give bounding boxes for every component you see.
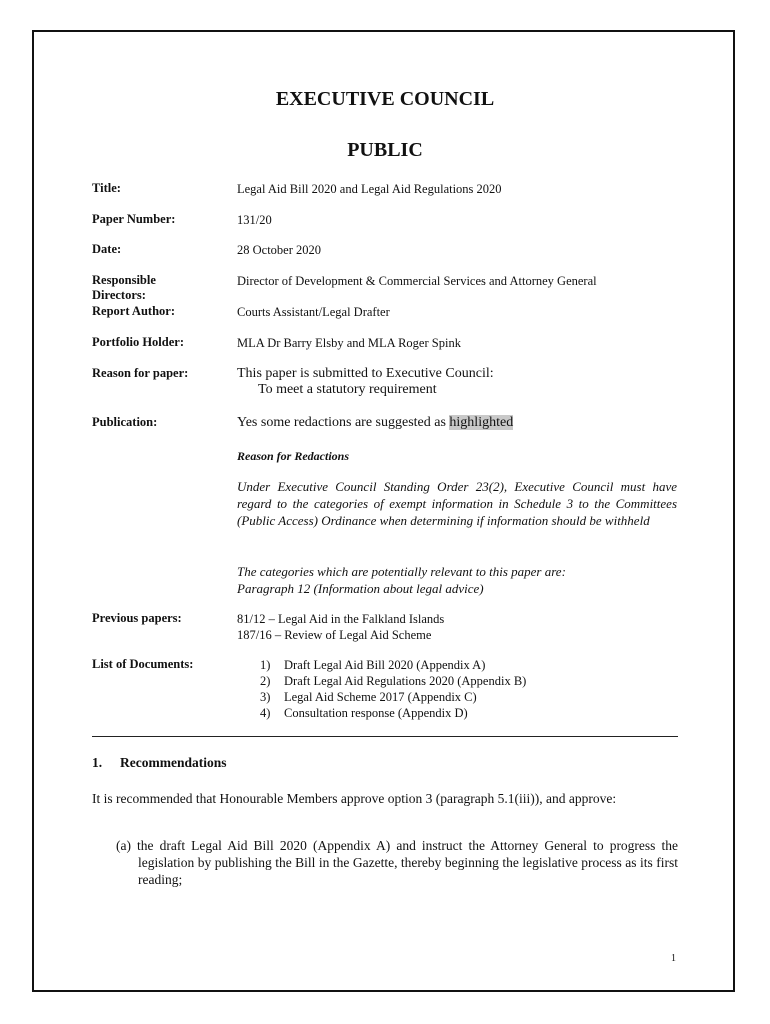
- previous-paper-item: 187/16 – Review of Legal Aid Scheme: [237, 628, 432, 642]
- report-author-value: Courts Assistant/Legal Drafter: [237, 305, 390, 319]
- publication-value: [237, 415, 513, 431]
- date-value: 28 October 2020: [237, 243, 322, 257]
- date-label: Date:: [92, 242, 122, 256]
- responsible-label-line2: Directors:: [92, 288, 146, 302]
- list-item: 4) Consultation response (Appendix D): [260, 706, 468, 720]
- documents-list: [260, 657, 526, 721]
- reason-line1: This paper is submitted to Executive Council:: [237, 366, 494, 381]
- redactions-text: Under Executive Council Standing Order 23(2), Executive Council must have regard to the categories of exempt information in Schedule 3 to the Committees (Public Access) Ordinance when determining if information should be withheld: [237, 479, 677, 528]
- documents-label: List of Documents:: [92, 657, 194, 671]
- reason-label: Reason for paper:: [92, 366, 189, 380]
- title-value: Legal Aid Bill 2020 and Legal Aid Regulations 2020: [237, 182, 502, 196]
- reason-line2: To meet a statutory requirement: [258, 382, 437, 397]
- list-item: 2) Draft Legal Aid Regulations 2020 (Appendix B): [260, 674, 527, 688]
- classification-heading: PUBLIC: [347, 139, 423, 161]
- section-title: Recommendations: [120, 755, 227, 770]
- document-title: EXECUTIVE COUNCIL: [275, 88, 495, 110]
- highlighted-word: highlighted: [449, 415, 514, 430]
- responsible-value: Director of Development & Commercial Services and Attorney General: [237, 274, 597, 288]
- paper-number-label: Paper Number:: [92, 212, 176, 226]
- list-item: 3) Legal Aid Scheme 2017 (Appendix C): [260, 690, 477, 704]
- section-number: 1.: [92, 755, 103, 770]
- paper-number-value: 131/20: [237, 213, 272, 227]
- recommendation-item-a: (a) the draft Legal Aid Bill 2020 (Appendix A) and instruct the Attorney General to progress the legislation by publishing the Bill in the Gazette, thereby beginning the legislative process as its first reading;: [116, 838, 678, 887]
- publication-value-text: Yes some redactions are suggested as: [237, 415, 450, 430]
- categories-line1: The categories which are potentially relevant to this paper are:: [237, 564, 566, 579]
- publication-label: Publication:: [92, 415, 158, 429]
- section-heading: [92, 755, 227, 771]
- horizontal-rule: [92, 736, 678, 737]
- list-item: 1) Draft Legal Aid Bill 2020 (Appendix A): [260, 658, 486, 672]
- report-author-label: Report Author:: [92, 304, 175, 318]
- title-label: Title:: [92, 181, 121, 195]
- previous-papers-label: Previous papers:: [92, 611, 182, 625]
- previous-paper-item: 81/12 – Legal Aid in the Falkland Islands: [237, 612, 445, 626]
- portfolio-holder-label: Portfolio Holder:: [92, 335, 184, 349]
- responsible-label-line1: Responsible: [92, 273, 156, 287]
- categories-line2: Paragraph 12 (Information about legal advice): [237, 581, 484, 596]
- page-number: 1: [671, 953, 676, 964]
- recommendation-intro: It is recommended that Honourable Members approve option 3 (paragraph 5.1(iii)), and approve:: [92, 791, 617, 806]
- portfolio-holder-value: MLA Dr Barry Elsby and MLA Roger Spink: [237, 336, 461, 350]
- redactions-heading: Reason for Redactions: [237, 449, 350, 463]
